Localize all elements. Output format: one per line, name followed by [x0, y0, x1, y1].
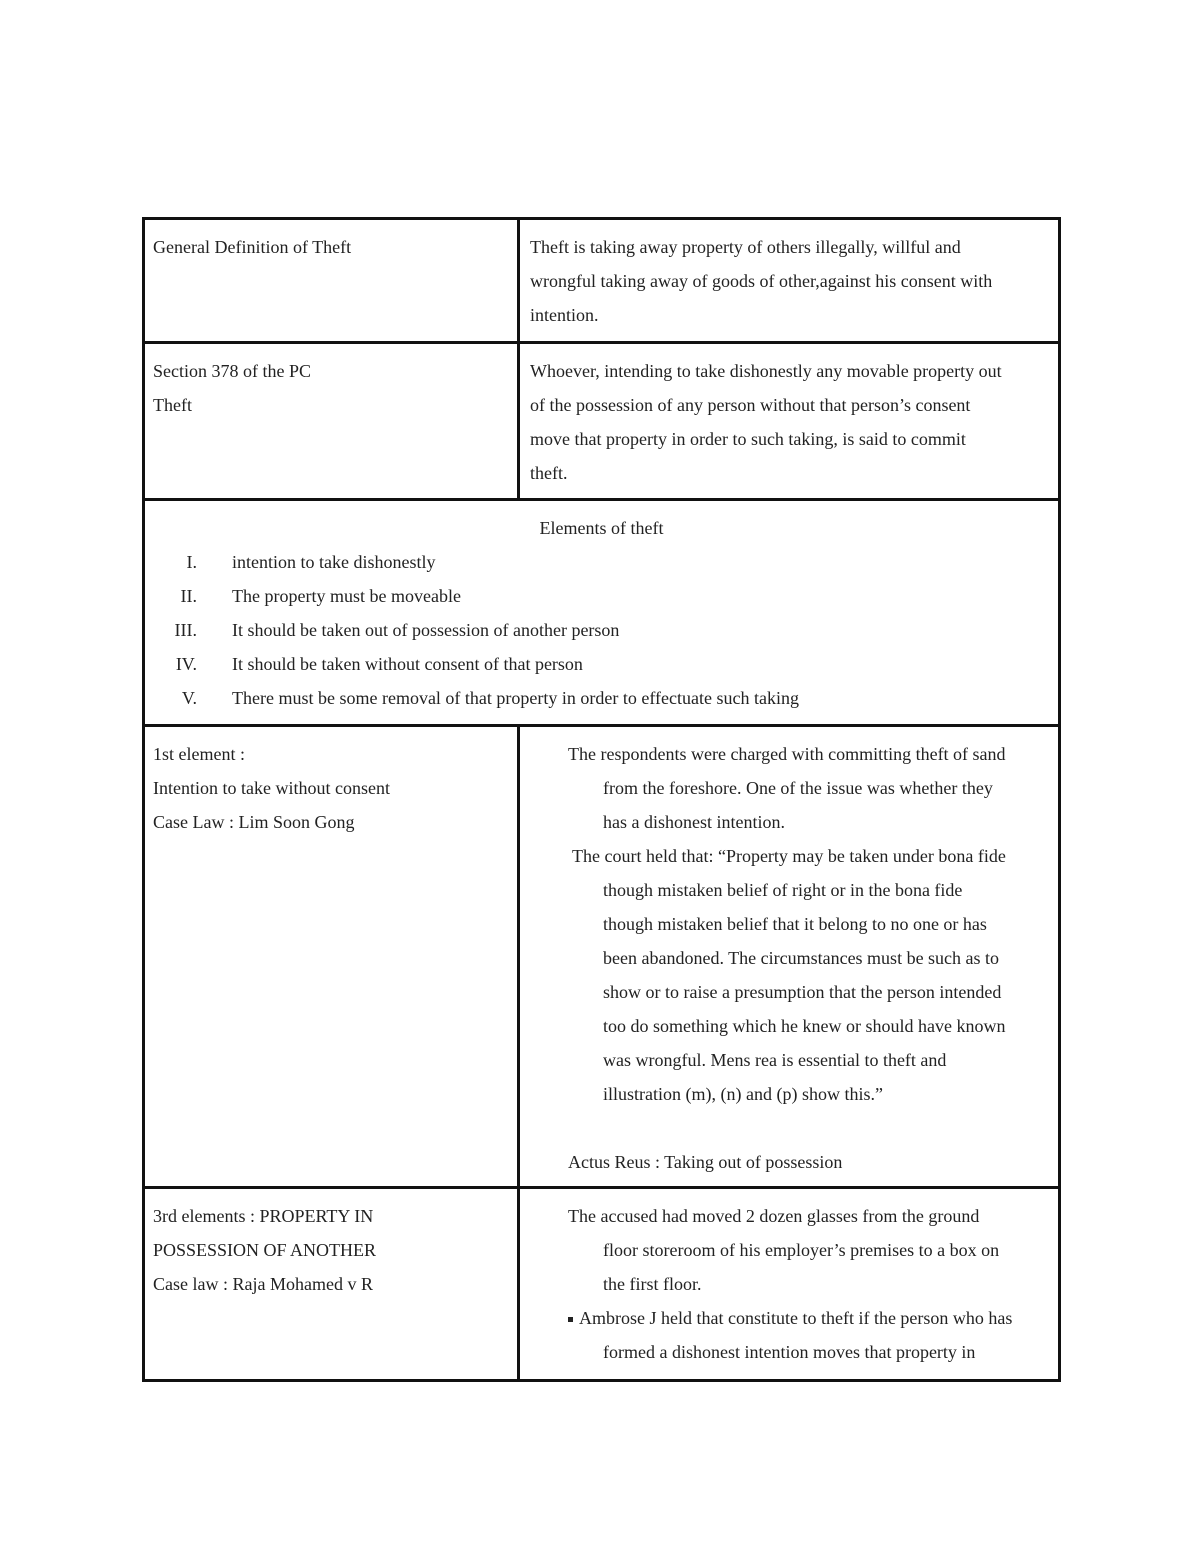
bullet-icon	[568, 1317, 573, 1322]
content-line: has a dishonest intention.	[603, 812, 785, 832]
content-line: theft.	[530, 463, 568, 483]
content-line: though mistaken belief of right or in the bona fide	[603, 880, 963, 900]
row-label: 1st element :	[153, 744, 245, 764]
theft-notes-table	[142, 217, 1061, 1382]
table-row	[145, 344, 1058, 501]
content-line: show or to raise a presumption that the person intended	[603, 982, 1002, 1002]
list-item	[153, 545, 1050, 579]
content-line: been abandoned. The circumstances must be such as to	[603, 948, 1000, 968]
content-line: too do something which he knew or should have known	[603, 1016, 1006, 1036]
roman-numeral: I.	[186, 552, 197, 572]
table-row	[145, 220, 1058, 344]
list-item-text: intention to take dishonestly	[232, 552, 436, 572]
content-line: Actus Reus : Taking out of possession	[568, 1152, 843, 1172]
row-label: General Definition of Theft	[153, 237, 352, 257]
elements-cell	[145, 501, 1058, 724]
content-line: the first floor.	[603, 1274, 702, 1294]
row-label: Intention to take without consent	[153, 778, 390, 798]
row-label: POSSESSION OF ANOTHER	[153, 1240, 377, 1260]
list-item	[153, 579, 1050, 613]
list-item	[153, 681, 1050, 715]
row-label: Section 378 of the PC	[153, 361, 311, 381]
row-label-cell	[145, 727, 520, 1186]
list-item	[153, 647, 1050, 681]
row-label: 3rd elements : PROPERTY IN	[153, 1206, 374, 1226]
row-label: Case Law : Lim Soon Gong	[153, 812, 355, 832]
roman-numeral: III.	[174, 620, 197, 640]
content-line: illustration (m), (n) and (p) show this.”	[603, 1084, 883, 1104]
list-item-text: It should be taken out of possession of another person	[232, 620, 620, 640]
roman-numeral: V.	[181, 688, 197, 708]
content-line: The accused had moved 2 dozen glasses from the ground	[568, 1206, 980, 1226]
content-line: intention.	[530, 305, 599, 325]
row-label-cell	[145, 220, 520, 341]
roman-numeral: II.	[180, 586, 197, 606]
row-content-cell	[520, 220, 1058, 341]
list-item-text: There must be some removal of that property in order to effectuate such taking	[232, 688, 799, 708]
content-line: though mistaken belief that it belong to no one or has	[603, 914, 987, 934]
content-line: from the foreshore. One of the issue was whether they	[603, 778, 993, 798]
content-line: floor storeroom of his employer’s premises to a box on	[603, 1240, 1000, 1260]
list-item-text: It should be taken without consent of that person	[232, 654, 583, 674]
list-item	[153, 613, 1050, 647]
row-content-cell	[520, 727, 1058, 1186]
content-line: move that property in order to such taking, is said to commit	[530, 429, 966, 449]
content-line: Ambrose J held that constitute to theft if the person who has	[579, 1308, 1013, 1328]
table-row	[145, 727, 1058, 1189]
content-line: wrongful taking away of goods of other,against his consent with	[530, 271, 993, 291]
row-label-cell	[145, 344, 520, 498]
row-content-cell	[520, 344, 1058, 498]
elements-heading: Elements of theft	[539, 518, 664, 538]
bullet-line	[568, 1301, 1048, 1335]
content-line: The court held that: “Property may be taken under bona fide	[572, 846, 1006, 866]
table-row	[145, 501, 1058, 727]
table-row	[145, 1189, 1058, 1379]
spacer	[603, 1111, 1048, 1145]
roman-numeral: IV.	[175, 654, 197, 674]
row-label-cell	[145, 1189, 520, 1379]
content-line: Whoever, intending to take dishonestly any movable property out	[530, 361, 1002, 381]
content-line: The respondents were charged with committing theft of sand	[568, 744, 1006, 764]
row-label: Theft	[153, 395, 192, 415]
row-content-cell	[520, 1189, 1058, 1379]
content-line: Theft is taking away property of others illegally, willful and	[530, 237, 961, 257]
content-line: of the possession of any person without that person’s consent	[530, 395, 971, 415]
row-label: Case law : Raja Mohamed v R	[153, 1274, 373, 1294]
list-item-text: The property must be moveable	[232, 586, 461, 606]
content-line: was wrongful. Mens rea is essential to theft and	[603, 1050, 947, 1070]
content-line: formed a dishonest intention moves that property in	[603, 1342, 976, 1362]
